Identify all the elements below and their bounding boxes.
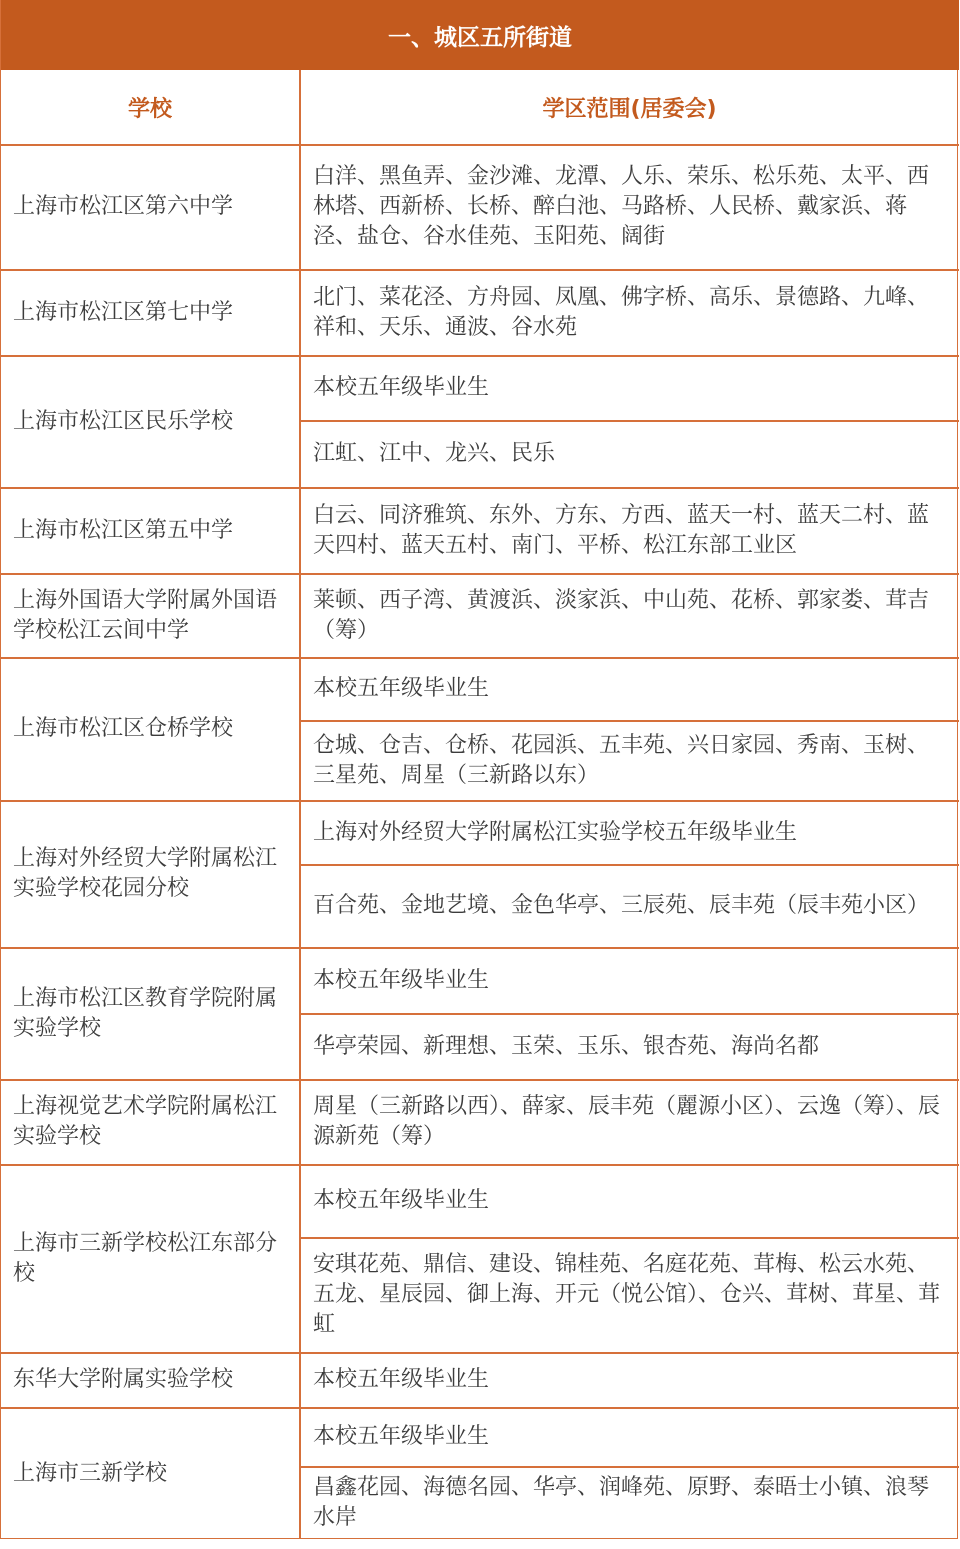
district-range: 安琪花苑、鼎信、建设、锦桂苑、名庭花苑、茸梅、松云水苑、五龙、星辰园、御上海、开元（悦公馆）、仓兴、茸树、茸星、茸虹	[313, 1252, 941, 1337]
district-range: 莱顿、西子湾、黄渡浜、淡家浜、中山苑、花桥、郭家娄、茸吉（筹）	[313, 587, 930, 643]
school-name: 上海市三新学校	[13, 1460, 168, 1486]
district-range: 华亭荣园、新理想、玉荣、玉乐、银杏苑、海尚名都	[313, 1033, 820, 1059]
school-name: 上海市松江区第七中学	[13, 299, 234, 325]
district-range: 周星（三新路以西）、薛家、辰丰苑（麗源小区）、云逸（筹）、辰源新苑（筹）	[313, 1094, 941, 1149]
school-name: 上海对外经贸大学附属松江实验学校花园分校	[13, 846, 278, 901]
district-range: 本校五年级毕业生	[313, 1188, 490, 1213]
district-range: 本校五年级毕业生	[313, 375, 490, 400]
district-range: 江虹、江中、龙兴、民乐	[313, 441, 556, 466]
district-range: 北门、菜花泾、方舟园、凤凰、佛字桥、高乐、景德路、九峰、祥和、天乐、通波、谷水苑	[313, 284, 930, 340]
district-range: 本校五年级毕业生	[313, 967, 490, 993]
district-range: 昌鑫花园、海德名园、华亭、润峰苑、原野、泰晤士小镇、浪琴水岸	[313, 1475, 930, 1530]
district-range: 本校五年级毕业生	[313, 676, 490, 701]
school-name: 上海市松江区第五中学	[13, 517, 234, 543]
district-range: 上海对外经贸大学附属松江实验学校五年级毕业生	[313, 819, 798, 845]
district-range: 白洋、黑鱼弄、金沙滩、龙潭、人乐、荣乐、松乐苑、太平、西林塔、西新桥、长桥、醉白池、马路桥、人民桥、戴家浜、蒋泾、盐仓、谷水佳苑、玉阳苑、阔街	[313, 164, 930, 249]
header-school: 学校	[127, 96, 172, 122]
column-divider	[299, 70, 301, 1539]
school-name: 上海市松江区教育学院附属实验学校	[13, 985, 278, 1041]
school-name: 东华大学附属实验学校	[13, 1367, 234, 1392]
school-name: 上海市松江区第六中学	[13, 194, 234, 219]
school-name: 上海市松江区民乐学校	[13, 408, 234, 434]
school-name: 上海市松江区仓桥学校	[13, 716, 234, 741]
district-range: 百合苑、金地艺境、金色华亭、三辰苑、辰丰苑（辰丰苑小区）	[313, 893, 930, 918]
district-range: 本校五年级毕业生	[313, 1424, 490, 1449]
district-range: 白云、同济雅筑、东外、方东、方西、蓝天一村、蓝天二村、蓝天四村、蓝天五村、南门、平桥、松江东部工业区	[313, 502, 930, 558]
school-name: 上海视觉艺术学院附属松江实验学校	[13, 1094, 278, 1149]
header-range: 学区范围(居委会)	[542, 96, 717, 122]
district-range: 本校五年级毕业生	[313, 1367, 490, 1392]
school-name: 上海外国语大学附属外国语学校松江云间中学	[13, 587, 278, 643]
district-range: 仓城、仓吉、仓桥、花园浜、五丰苑、兴日家园、秀南、玉树、三星苑、周星（三新路以东）	[313, 732, 930, 788]
school-name: 上海市三新学校松江东部分校	[13, 1230, 278, 1286]
table-title: 一、城区五所街道	[1, 0, 959, 70]
